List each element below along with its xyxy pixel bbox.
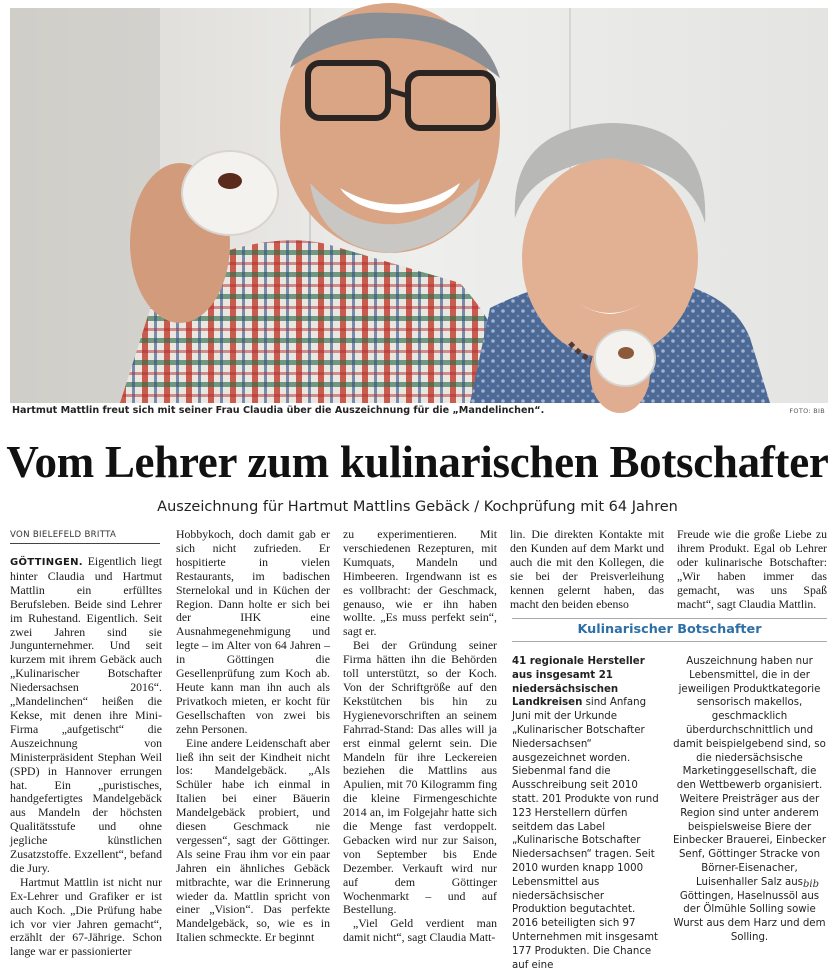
infobox-lead: 41 regionale Hersteller aus insgesamt 21 niedersächsischen Landkreisen	[512, 656, 645, 709]
infobox-text: Auszeichnung haben nur Lebensmittel, die in der jeweiligen Produktkategorie sensorisch makellos, geschmacklich überdurchschnittlich und damit beispielgebend sind, so die niedersächsische Marketinggesellschaft, die den Wettbewerb organisiert. Weitere Preisträger aus der Region sind unter anderem beispielsweise Biere der Einbecker Brauerei, Einbecker Senf, Göttinger Stracke von Börner-Eisenacher, Luisenhaller Salz aus Göttingen, Haselnussöl aus der Ölmühle Solling sowie Wurst aus dem Harz und dem Solling.	[672, 656, 827, 943]
photo-credit: FOTO: BIB	[789, 407, 825, 415]
article-paragraph: „Viel Geld verdient man damit nicht“, sagt Claudia Matt-	[343, 916, 497, 945]
article-column-4	[510, 528, 664, 613]
infobox-column-2	[672, 655, 827, 943]
dateline: GÖTTINGEN.	[10, 557, 83, 568]
article-paragraph: zu experimentieren. Mit verschiedenen Rezepturen, mit Kumquats, Mandeln und Himbeeren. Irgendwann ist es es vollbracht: der Geschmack, genauso, wie er ihn haben wollte. „Es muss perfekt sein“, sagt er.	[343, 527, 497, 639]
article-column-5	[677, 528, 827, 613]
infobox-title: Kulinarischer Botschafter	[512, 618, 827, 642]
article-paragraph: GÖTTINGEN. Eigentlich liegt hinter Claudia und Hartmut Mattlin ein erfülltes Berufsleben. Beide sind Lehrer im Ruhestand. Eigentlich. Seit zwei Jahren sind sie Jungunternehmer. Und seit kurzem mit ihrem Gebäck auch „Kulinarischer Botschafter Niedersachsen 2016“. „Mandelinchen“ heißen die Kekse, mit denen ihre Mini-Firma „aufgetischt“ die Auszeichnung von Ministerpräsident Stephan Weil (SPD) in Hannover errungen hat. Ein „puristisches, handgefertigtes Mandelgebäck aus Mandeln der höchsten Qualitätsstufe und ohne jegliche künstlichen Zusatzstoffe. Exzellent“, befand die Jury.	[10, 554, 162, 875]
article-paragraph: Hobbykoch, doch damit gab er sich nicht zufrieden. Er hospitierte in vielen Restaurants, im badischen Sternelokal und in Küchen der Region. Dann holte er sich bei der IHK eine Ausnahmegenehmigung und legte – im Alter von 64 Jahren – in Göttingen die Gesellenprüfung zum Koch ab. Heute kann man ihn auch als Privatkoch mieten, er kocht für Gesellschaften von zwei bis zehn Personen.	[176, 527, 330, 736]
article-column-2	[176, 527, 330, 945]
article-paragraph: lin. Die direkten Kontakte mit den Kunden auf dem Markt und auch die mit den Kollegen, die sie bei der Preisverleihung kennen gelernt haben, das macht den beiden ebenso	[510, 527, 664, 611]
photo-caption: Hartmut Mattlin freut sich mit seiner Frau Claudia über die Auszeichnung für die „Mandelinchen“.	[12, 405, 545, 416]
article-paragraph: Hartmut Mattlin ist nicht nur Ex-Lehrer und Grafiker er ist auch Koch. „Die Prüfung habe ich vor vier Jahren gemacht“, erzählt der 67-Jährige. Schon lange war er passionierter	[10, 874, 162, 959]
article-paragraph: Bei der Gründung seiner Firma hätten ihn die Behörden toll unterstützt, so der Koch. Von der Schriftgröße auf den Kekstütchen bis hin zu Hygienevorschriften an seinem Fahrrad-Stand: Das alles will ja erst einmal gelernt sein. Die Mandeln für ihre Leckereien beziehen die Mattlins aus Apulien, mit 70 Kilogramm fing die kleine Firmengeschichte 2014 an, im Folgejahr hatte sich die Menge fast verdoppelt. Gebacken wird nur zur Saison, von September bis Ende Dezember. Verkauft wird nur auf dem Göttinger Wochenmarkt – und auf Bestellung.	[343, 638, 497, 917]
article-paragraph: Eine andere Leidenschaft aber ließ ihn seit der Kindheit nicht los: Mandelgebäck. „Als Schüler habe ich einmal in Italien bei einer Bäuerin Mandelgebäck probiert, und diesen Geschmack nie vergessen“, sagt der Göttinger. Als seine Frau ihm vor ein paar Jahren ein ähnliches Gebäck mitbrachte, war die Erinnerung wieder da. Mattlin spricht von einer „Vision“. Das perfekte Mandelgebäck, so, wie es in Italien schmeckte. Er beginnt	[176, 735, 330, 945]
headline: Vom Lehrer zum kulinarischen Botschafter	[6, 437, 829, 487]
author-initials: bib	[802, 879, 819, 890]
photo-illustration	[10, 8, 828, 403]
article-column-3	[343, 527, 497, 945]
infobox-column-1: 41 regionale Hersteller aus insgesamt 21 niedersächsischen Landkreisen sind Anfang Juni mit der Urkunde „Kulinarischer Botschafter Niedersachsen“ ausgezeichnet worden. Siebenmal fand die Ausschreibung seit 2010 statt. 201 Produkte von rund 123 Herstellern dürfen seitdem das Label „Kulinarische Botschafter Niedersachsen“ tragen. Seit 2010 wurden knapp 1000 Lebensmittel aus niedersächsischer Produktion begutachtet. 2016 beteiligten sich 97 Unternehmen mit insgesamt 177 Produkten. Die Chance auf eine	[512, 656, 659, 971]
article-paragraph: Freude wie die große Liebe zu ihrem Produkt. Egal ob Lehrer oder kulinarische Botschafter: „Wir haben immer das gemacht, was uns Spaß macht“, sagt Claudia Mattlin.	[677, 527, 827, 611]
article-column-1	[10, 554, 162, 959]
article-photo	[10, 8, 828, 403]
byline: VON BIELEFELD BRITTA	[10, 530, 160, 544]
subheadline: Auszeichnung für Hartmut Mattlins Gebäck / Kochprüfung mit 64 Jahren	[157, 499, 678, 515]
